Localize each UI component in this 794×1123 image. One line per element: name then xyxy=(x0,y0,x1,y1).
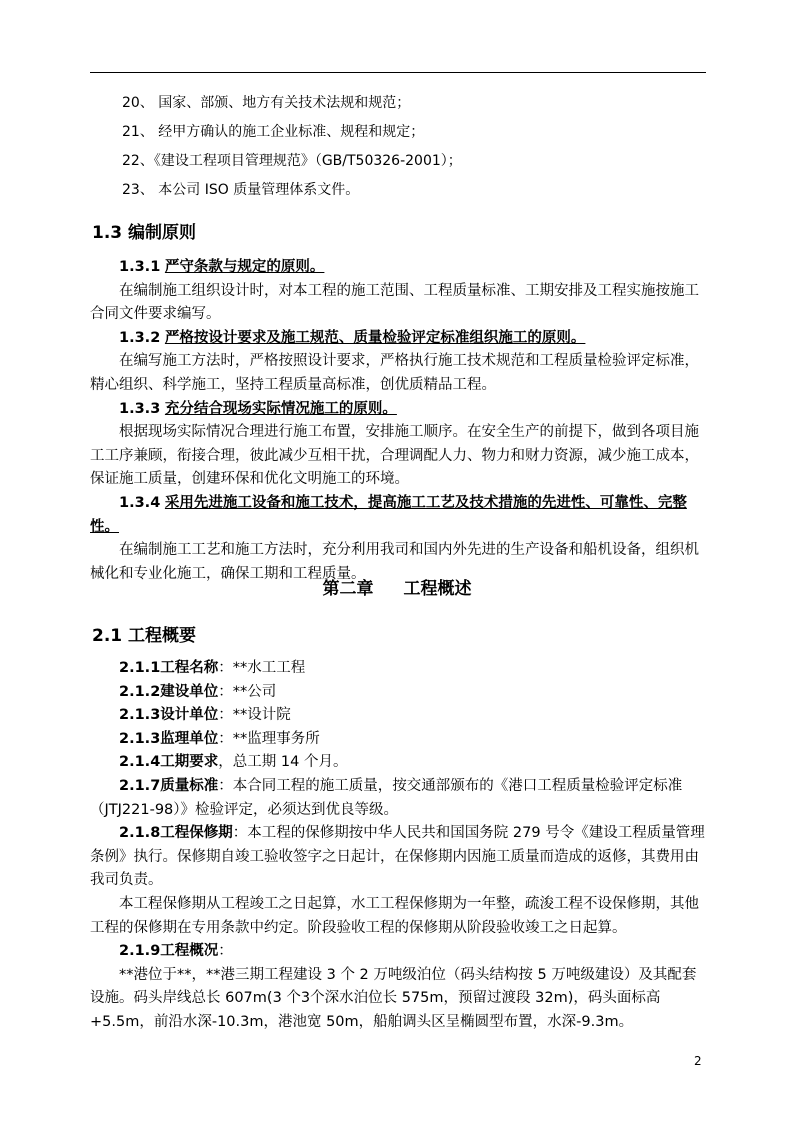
overview-item: 2.1.8工程保修期：本工程的保修期按中华人民共和国国务院 279 号令《建设工程质量管理条例》执行。保修期自竣工验收签字之日起计，在保修期内因施工质量而造成的返修，其费用由我司负责。 xyxy=(90,825,705,889)
overview-item: 2.1.1工程名称：**水工工程 xyxy=(119,660,306,676)
overview-item: 2.1.2建设单位：**公司 xyxy=(119,683,277,700)
section-heading-2-1: 2.1 工程概要 xyxy=(92,626,197,646)
reference-item: 22、《建设工程项目管理规范》（GB/T50326-2001）； xyxy=(122,153,462,169)
paragraph: 在编制施工工艺和施工方法时，充分利用我司和国内外先进的生产设备和船机设备，组织机械化和专业化施工，确保工期和工程质量。 xyxy=(90,542,699,582)
reference-item: 20、 国家、部颁、地方有关技术法规和规范； xyxy=(122,95,411,111)
paragraph: 本工程保修期从工程竣工之日起算，水工工程保修期为一年整，疏浚工程不设保修期，其他工程的保修期在专用条款中约定。阶段验收工程的保修期从阶段验收竣工之日起算。 xyxy=(90,895,699,936)
principle-title: 1.3.2 严格按设计要求及施工规范、质量检验评定标准组织施工的原则。 xyxy=(119,329,586,346)
overview-item: 2.1.9工程概况： xyxy=(119,943,233,960)
principle-title: 1.3.4 采用先进施工设备和施工技术，提高施工工艺及技术措施的先进性、可靠性、完整性。 xyxy=(90,494,687,535)
page-number: 2 xyxy=(694,1054,702,1068)
section-1-3-body xyxy=(90,256,710,586)
overview-item: 2.1.4工期要求，总工期 14 个月。 xyxy=(119,754,348,771)
reference-item: 23、 本公司 ISO 质量管理体系文件。 xyxy=(122,182,360,198)
overview-item: 2.1.3设计单位：**设计院 xyxy=(119,707,291,724)
overview-item: 2.1.7质量标准：本合同工程的施工质量，按交通部颁布的《港口工程质量检验评定标准（JTJ221-98）》检验评定，必须达到优良等级。 xyxy=(90,777,683,818)
paragraph: **港位于**，**港三期工程建设 3 个 2 万吨级泊位（码头结构按 5 万吨级建设）及其配套设施。码头岸线总长 607m(3 个3个深水泊位长 575m，预留过渡段 32m)，码头面标高+5.5m，前沿水深-10.3m，港池宽 50m，船舶调头区呈椭圆型布置，水深-9.3m。 xyxy=(90,966,697,1030)
paragraph: 在编写施工方法时，严格按照设计要求，严格执行施工技术规范和工程质量检验评定标准，精心组织、科学施工，坚持工程质量高标准，创优质精品工程。 xyxy=(90,353,699,393)
principle-title: 1.3.3 充分结合现场实际情况施工的原则。 xyxy=(119,400,397,417)
reference-item: 21、 经甲方确认的施工企业标准、规程和规定； xyxy=(122,124,425,140)
section-2-1-body xyxy=(90,657,710,1035)
principle-title: 1.3.1 严守条款与规定的原则。 xyxy=(119,259,325,275)
chapter-title: 第二章 工程概述 xyxy=(322,579,472,599)
paragraph: 根据现场实际情况合理进行施工布置，安排施工顺序。在安全生产的前提下，做到各项目施工工序兼顾，衔接合理，彼此减少互相干扰，合理调配人力、物力和财力资源，减少施工成本，保证施工质量，创建环保和优化文明施工的环境。 xyxy=(90,424,699,488)
paragraph: 在编制施工组织设计时，对本工程的施工范围、工程质量标准、工期安排及工程实施按施工合同文件要求编写。 xyxy=(90,282,699,323)
header-rule xyxy=(90,72,706,73)
overview-item: 2.1.3监理单位：**监理事务所 xyxy=(119,730,320,747)
section-heading-1-3: 1.3 编制原则 xyxy=(92,223,197,243)
